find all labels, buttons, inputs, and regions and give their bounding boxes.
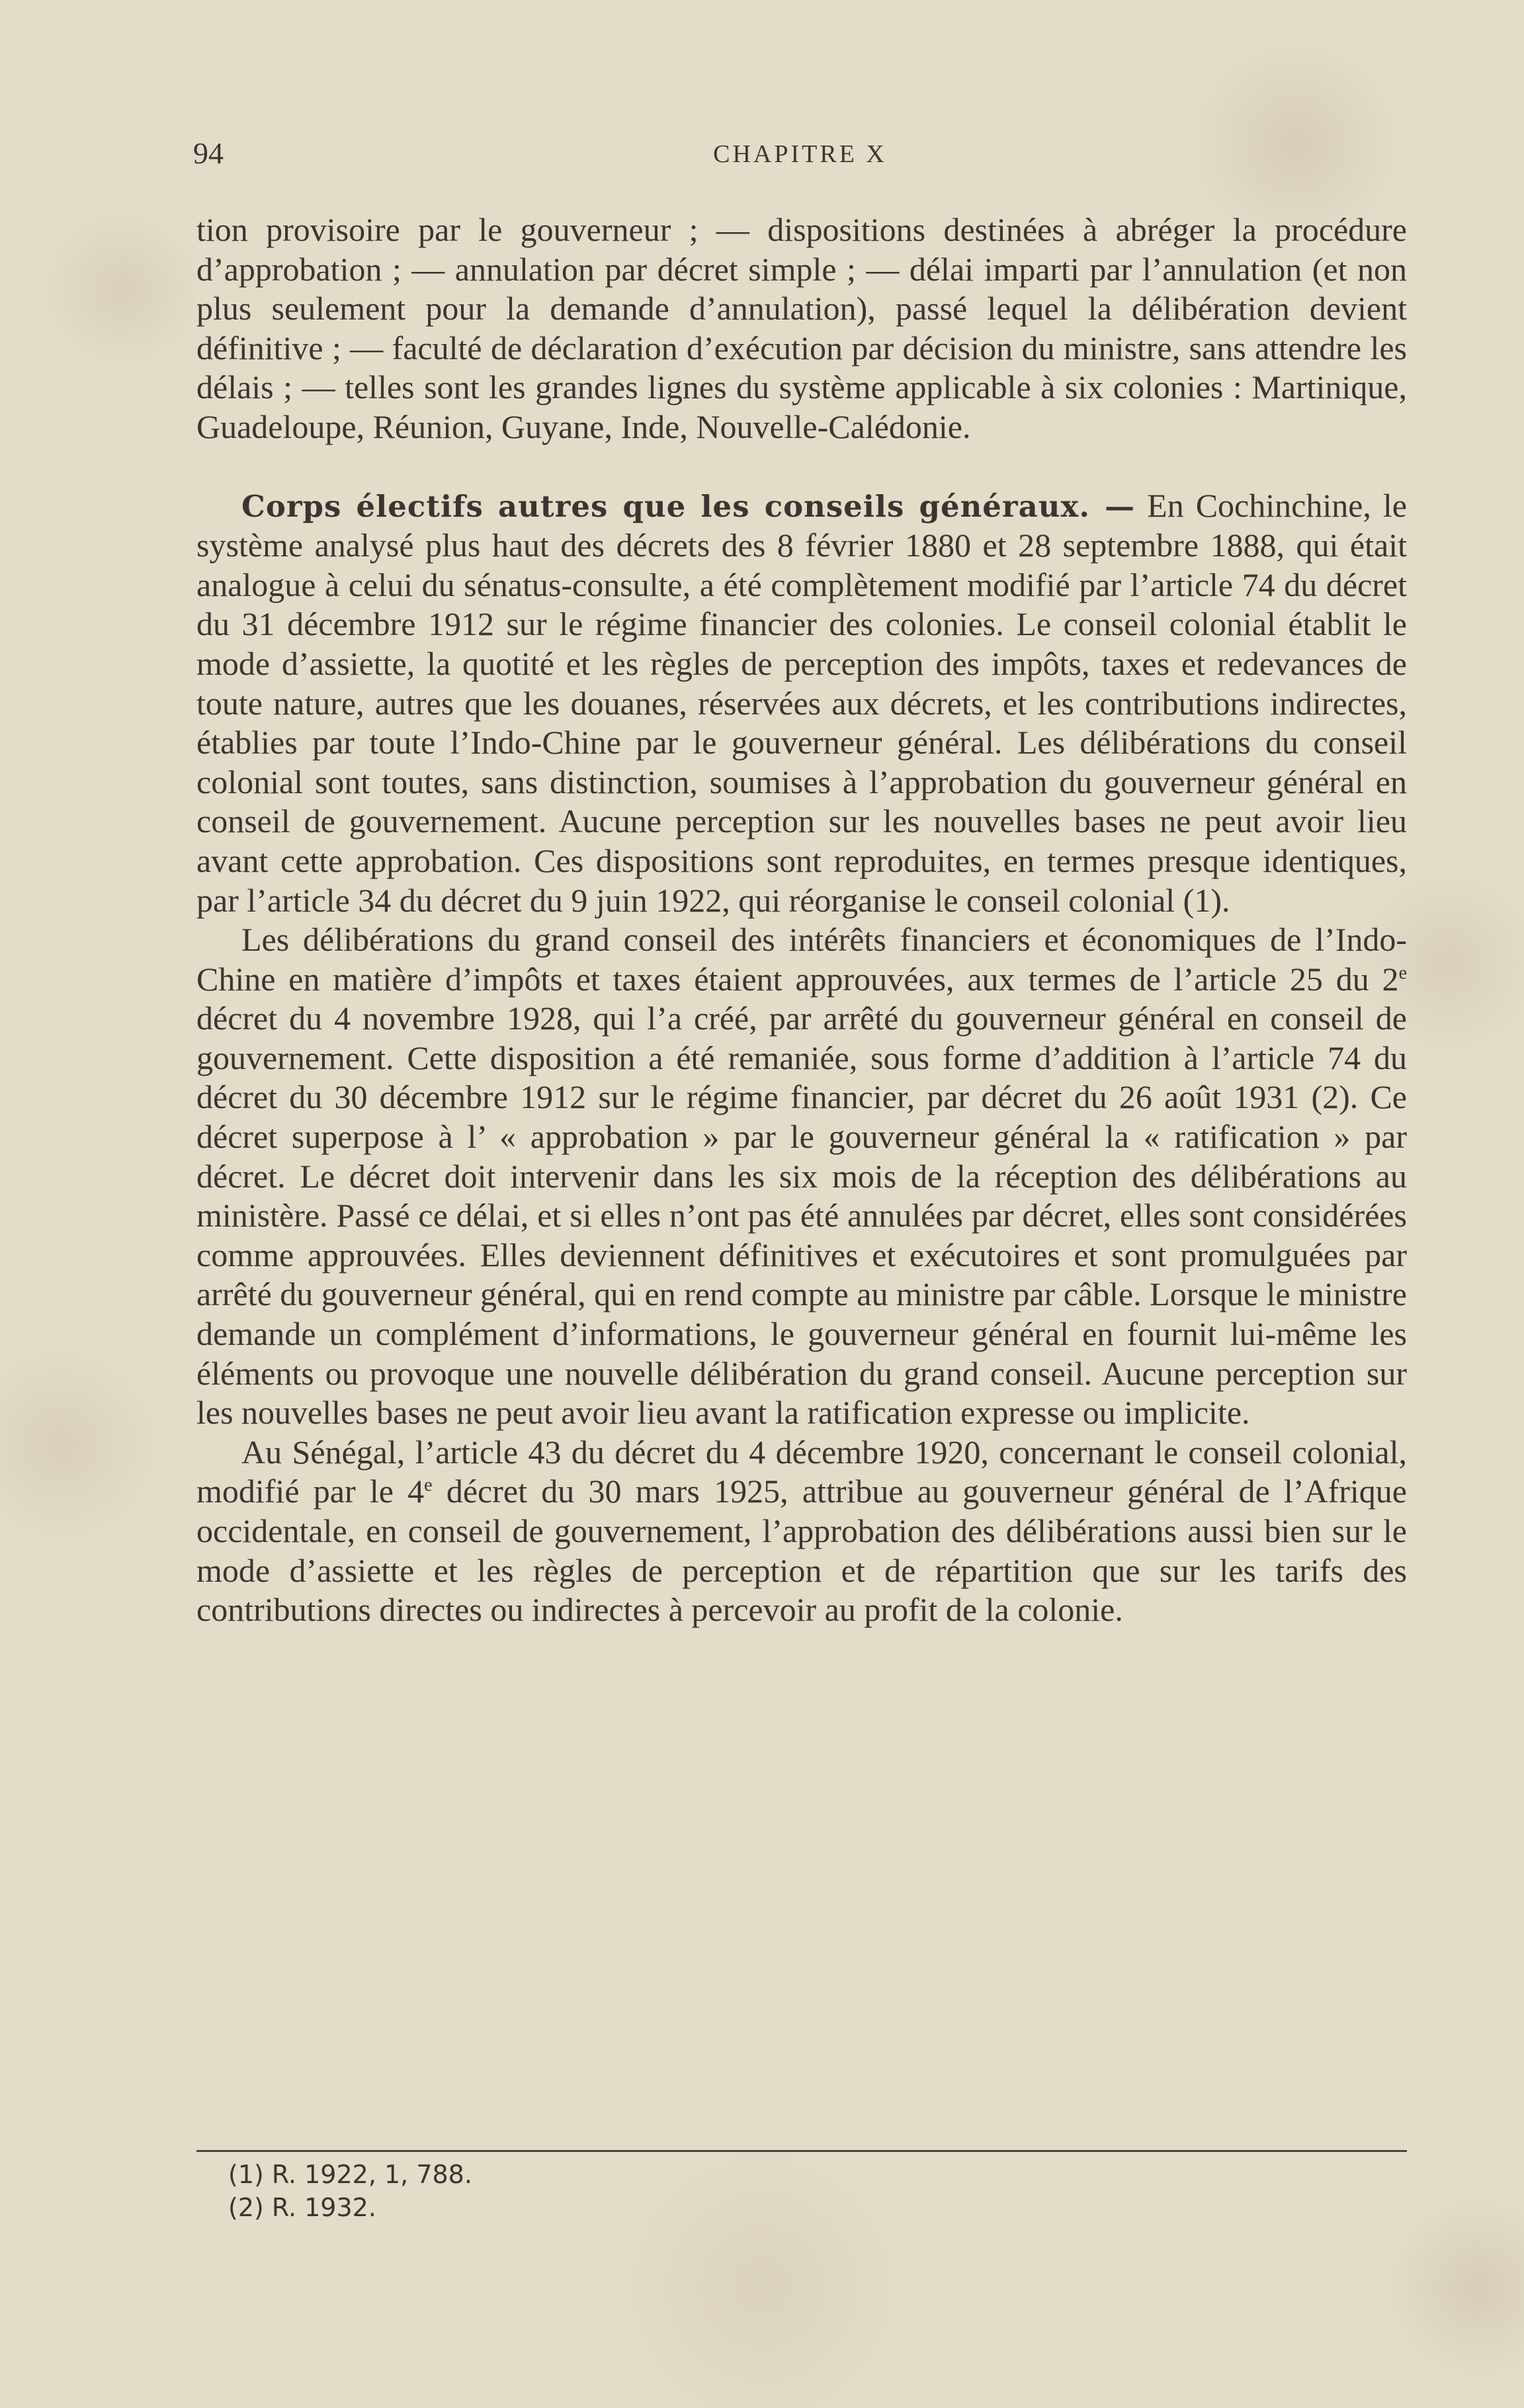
paragraph-1	[196, 210, 1407, 447]
footnote-divider	[196, 2150, 1407, 2152]
superscript: e	[1398, 963, 1407, 984]
paragraph-text: En Cochinchine, le système analysé plus haut des décrets des 8 février 1880 et 28 septembre 1888, qui était analogue à celui du sénatus-consulte, a été complètement modifié par l’article 74 du décret du 31 décembre 1912 sur le régime financier des colonies. Le conseil colonial établit le mode d’assiette, la quotité et les règles de perception des impôts, taxes et redevances de toute nature, autres que les douanes, réservées aux décrets, et les contributions indirectes, établies par toute l’Indo-Chine par le gouverneur général. Les délibérations du conseil colonial sont toutes, sans distinction, soumises à l’approbation du gouverneur général en conseil de gouvernement. Aucune perception sur les nouvelles bases ne peut avoir lieu avant cette approbation. Ces dispositions sont reproduites, en termes presque identiques, par l’article 34 du décret du 9 juin 1922, qui réorganise le conseil colonial (1).	[196, 486, 1407, 919]
body-text	[196, 210, 1407, 1630]
paragraph-text: tion provisoire par le gouverneur ; — dispositions destinées à abréger la procédure d’approbation ; — annulation par décret simple ; — délai imparti par l’annulation (et non plus seulement pour la demande d’annulation), passé lequel la délibération devient définitive ; — faculté de déclaration d’exécution par décision du ministre, sans attendre les délais ; — telles sont les grandes lignes du système applicable à six colonies : Martinique, Guadeloupe, Réunion, Guyane, Inde, Nouvelle-Calédonie.	[196, 211, 1407, 445]
paragraph-2	[196, 486, 1407, 921]
paragraph-text-continued: décret du 4 novembre 1928, qui l’a créé, par arrêté du gouverneur général en conseil de gouvernement. Cette disposition a été remaniée, sous forme d’addition à l’article 74 du décret du 30 décembre 1912 sur le régime financier, par décret du 26 août 1931 (2). Ce décret superpose à l’ « approbation » par le gouverneur général la « ratification » par décret. Le décret doit intervenir dans les six mois de la réception des délibérations au ministère. Passé ce délai, et si elles n’ont pas été annulées par décret, elles sont considérées comme approuvées. Elles deviennent définitives et exécutoires et sont promulguées par arrêté du gouverneur général, qui en rend compte au ministre par câble. Lorsque le ministre demande un complément d’informations, le gouverneur général en fournit lui-même les éléments ou provoque une nouvelle délibération du grand conseil. Aucune perception sur les nouvelles bases ne peut avoir lieu avant la ratification expresse ou implicite.	[196, 1000, 1407, 1432]
superscript: e	[424, 1475, 433, 1496]
page-header	[193, 136, 1407, 175]
paragraph-text: Les délibérations du grand conseil des intérêts financiers et économiques de l’Indo-Chine en matière d’impôts et taxes étaient approuvées, aux termes de l’article 25 du 2	[196, 921, 1407, 998]
paragraph-text-continued: décret du 30 mars 1925, attribue au gouverneur général de l’Afrique occidentale, en conseil de gouvernement, l’approbation des délibérations aussi bien sur le mode d’assiette et les règles de perception et de répartition que sur les tarifs des contributions directes ou indirectes à percevoir au profit de la colonie.	[196, 1473, 1407, 1629]
paragraph-3	[196, 920, 1407, 1433]
footnote-2: (2) R. 1932.	[228, 2193, 376, 2222]
footnotes	[228, 2158, 472, 2224]
page-number: 94	[193, 136, 224, 170]
footnote-1: (1) R. 1922, 1, 788.	[228, 2160, 472, 2189]
paragraph-text: Au Sénégal, l’article 43 du décret du 4 décembre 1920, concernant le conseil colonial, modifié par le 4	[196, 1433, 1407, 1510]
running-head: CHAPITRE X	[713, 140, 887, 168]
paragraph-4	[196, 1433, 1407, 1630]
section-heading: Corps électifs autres que les conseils généraux. —	[241, 488, 1136, 524]
